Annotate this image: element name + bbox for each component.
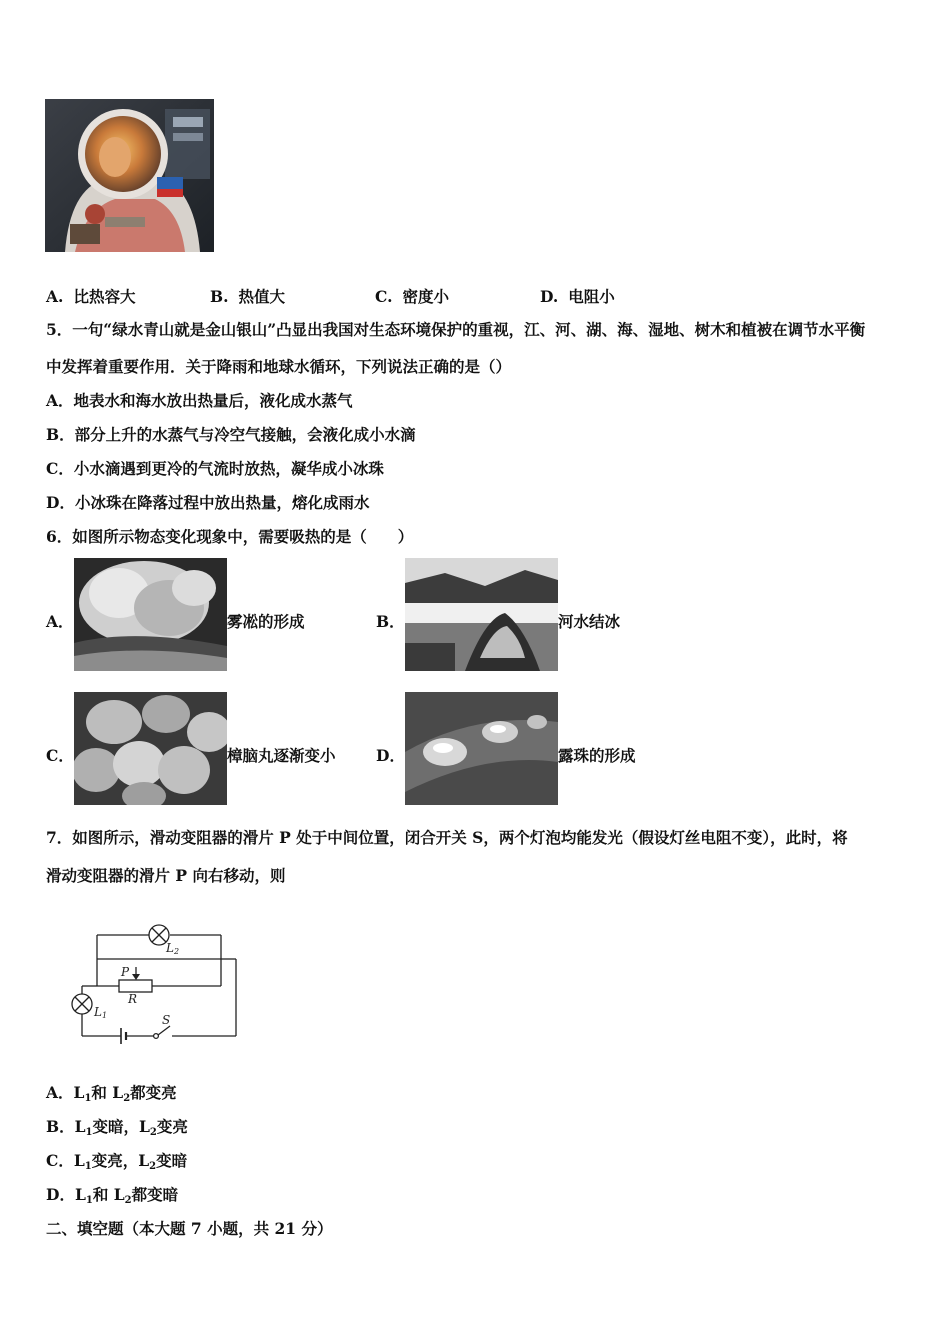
- astronaut-photo: [45, 99, 214, 252]
- q6-option-d-caption: 露珠的形成: [558, 746, 636, 765]
- q6-option-c-caption: 樟脑丸逐渐变小: [227, 746, 336, 765]
- svg-text:P: P: [121, 965, 130, 979]
- q7-option-d: D．$L_1$和 $L_2$都变暗: [46, 1185, 179, 1206]
- dewdrop-photo: [405, 692, 558, 805]
- q6-option-a-caption: 雾凇的形成: [227, 612, 305, 631]
- rheostat-icon: [119, 980, 152, 992]
- rime-photo: [74, 558, 227, 671]
- q7-option-a: A．$L_1$和 $L_2$都变亮: [46, 1083, 177, 1104]
- q6-option-c-key: C．: [46, 746, 74, 765]
- q6-option-d-key: D．: [376, 746, 405, 765]
- q5-stem-line1: 5．一句“绿水青山就是金山银山”凸显出我国对生态环境保护的重视，江、河、湖、海、湿地、树木和植被在调节水平衡: [46, 320, 866, 339]
- section-2-title: 二、填空题（本大题 7 小题，共 21 分）: [46, 1219, 333, 1238]
- q7-stem-line1: 7．如图所示，滑动变阻器的滑片 P 处于中间位置，闭合开关 S，两个灯泡均能发光（假设灯丝电阻不变），此时，将: [46, 828, 848, 847]
- q5-option-b: B．部分上升的水蒸气与冷空气接触，会液化成小水滴: [46, 425, 416, 444]
- q6-option-a-key: A．: [46, 612, 74, 631]
- q7-option-c: C．$L_1$变亮，$L_2$变暗: [46, 1151, 188, 1172]
- mothballs-photo: [74, 692, 227, 805]
- q7-option-b: B．$L_1$变暗，$L_2$变亮: [46, 1117, 188, 1138]
- q6-stem: 6．如图所示物态变化现象中，需要吸热的是（ ）: [46, 527, 414, 546]
- switch-icon: [154, 1034, 159, 1039]
- q5-option-c: C．小水滴遇到更冷的气流时放热，凝华成小冰珠: [46, 459, 384, 478]
- svg-text:R: R: [128, 992, 138, 1006]
- q4-option-a: A. 比热容大: [46, 287, 136, 306]
- frozen-river-photo: [405, 558, 558, 671]
- q4-option-d: D. 电阻小: [540, 287, 615, 306]
- q4-option-c: C. 密度小: [375, 287, 449, 306]
- svg-text:S: S: [162, 1013, 171, 1027]
- q5-option-d: D．小冰珠在降落过程中放出热量，熔化成雨水: [46, 493, 370, 512]
- svg-text:L1: L1: [94, 1005, 108, 1020]
- q6-option-b-key: B．: [376, 612, 405, 631]
- svg-text:L2: L2: [166, 941, 180, 956]
- q5-stem-line2: 中发挥着重要作用．关于降雨和地球水循环，下列说法正确的是（）: [46, 357, 512, 376]
- q7-stem-line2: 滑动变阻器的滑片 P 向右移动，则: [46, 866, 286, 885]
- q6-option-b-caption: 河水结冰: [558, 612, 621, 631]
- circuit-diagram: [66, 916, 246, 1052]
- q5-option-a: A．地表水和海水放出热量后，液化成水蒸气: [46, 391, 353, 410]
- q4-option-b: B. 热值大: [210, 287, 286, 306]
